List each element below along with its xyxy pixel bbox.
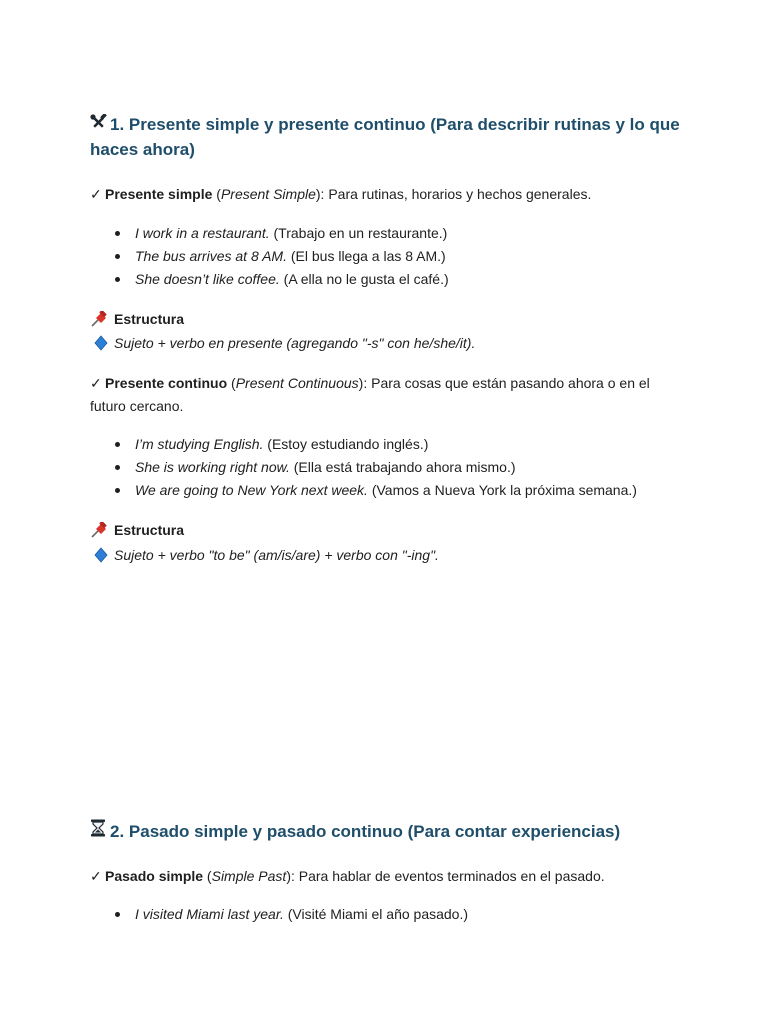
past-simple-name: Pasado simple [105,868,204,884]
present-simple-structure-rule [90,332,680,355]
example-english: I work in a restaurant. [135,225,270,241]
pushpin-icon [90,522,108,538]
list-item [90,222,680,245]
hourglass-icon [90,819,110,844]
present-continuous-english: Present Continuous [235,375,359,391]
check-icon: ✓ [90,375,102,391]
past-simple-definition: ✓ Pasado simple (Simple Past): Para hablar de eventos terminados en el pasado. [90,865,680,888]
example-spanish: (Trabajo en un restaurante.) [269,225,448,241]
example-english: I visited Miami last year. [135,906,284,922]
present-simple-structure-title [90,308,680,331]
example-spanish: (Visité Miami el año pasado.) [283,906,469,922]
example-english: She is working right now. [135,459,290,475]
present-continuous-structure-rule [90,544,680,567]
structure-rule-text: Sujeto + verbo "to be" (am/is/are) + verbo con "-ing". [114,547,439,563]
section-2-heading [90,819,680,844]
example-spanish: (A ella no le gusta el café.) [279,271,449,287]
blue-diamond-icon [94,335,108,351]
section-1-heading [90,112,680,162]
present-simple-name: Presente simple [105,186,213,202]
example-english: The bus arrives at 8 AM. [135,248,287,264]
example-english: She doesn’t like coffee. [135,271,280,287]
present-continuous-structure-title [90,519,680,542]
past-simple-english: Simple Past [211,868,287,884]
section-2-title: 2. Pasado simple y pasado continuo (Para contar experiencias) [110,822,621,841]
pushpin-icon [90,311,108,327]
past-simple-examples [90,903,680,926]
example-spanish: (El bus llega a las 8 AM.) [286,248,446,264]
present-continuous-definition: ✓ Presente continuo (Present Continuous): Para cosas que están pasando ahora o en el futuro cercano. [90,372,680,418]
example-spanish: (Vamos a Nueva York la próxima semana.) [367,482,637,498]
present-simple-examples [90,222,680,291]
example-spanish: (Ella está trabajando ahora mismo.) [289,459,516,475]
present-continuous-examples [90,433,680,502]
list-item [90,268,680,291]
example-english: We are going to New York next week. [135,482,368,498]
list-item [90,903,680,926]
structure-label: Estructura [114,522,185,538]
present-continuous-name: Presente continuo [105,375,228,391]
list-item [90,479,680,502]
list-item [90,245,680,268]
hammer-wrench-icon [90,112,110,137]
present-simple-description: ): Para rutinas, horarios y hechos generales. [315,186,592,202]
present-simple-english: Present Simple [220,186,316,202]
example-english: I’m studying English. [135,436,264,452]
section-1-title: 1. Presente simple y presente continuo (Para describir rutinas y lo que haces ahora) [90,115,680,159]
check-icon: ✓ [90,186,102,202]
structure-rule-text: Sujeto + verbo en presente (agregando "-s" con he/she/it). [114,335,476,351]
blue-diamond-icon [94,547,108,563]
structure-label: Estructura [114,311,185,327]
present-continuous-description: ): Para cosas que están pasando ahora o en el futuro cercano. [90,375,650,414]
check-icon: ✓ [90,868,102,884]
list-item [90,456,680,479]
past-simple-description: ): Para hablar de eventos terminados en el pasado. [286,868,605,884]
present-simple-definition: ✓ Presente simple (Present Simple): Para rutinas, horarios y hechos generales. [90,183,680,206]
example-spanish: (Estoy estudiando inglés.) [263,436,429,452]
list-item [90,433,680,456]
